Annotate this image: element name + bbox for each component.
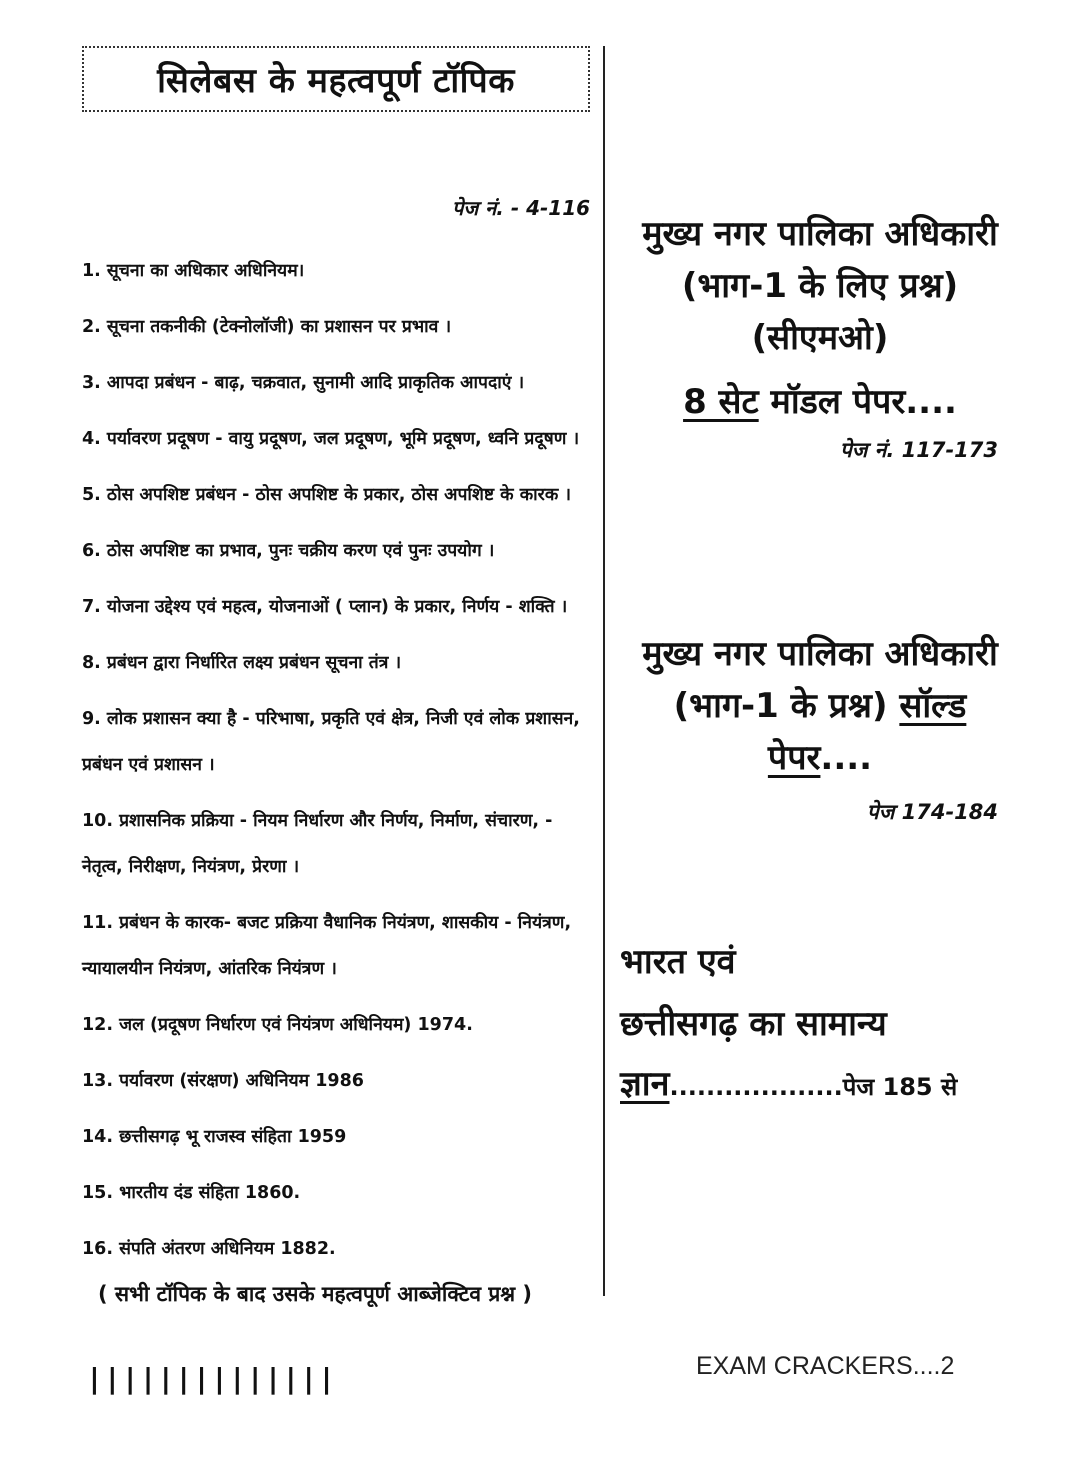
topic-item: 16. संपति अंतरण अधिनियम 1882. — [82, 1239, 336, 1259]
topic-item: 8. प्रबंधन द्वारा निर्धारित लक्ष्य प्रबंधन सूचना तंत्र । — [82, 653, 402, 673]
topic-item-continued: न्यायालयीन नियंत्रण, आंतरिक नियंत्रण । — [82, 959, 337, 979]
solved-paper-part: (भाग-1 के प्रश्न) — [673, 686, 900, 726]
model-paper-sets-count: 8 सेट — [683, 382, 759, 422]
general-knowledge-page-reference: ...................पेज 185 से — [669, 1073, 958, 1101]
model-paper-sets-label: मॉडल पेपर.... — [758, 382, 957, 422]
general-knowledge-line3 — [620, 1056, 1020, 1115]
general-knowledge-word: ज्ञान — [620, 1064, 670, 1104]
topic-item: 10. प्रशासनिक प्रक्रिया - नियम निर्धारण और निर्णय, निर्माण, संचारण, - — [82, 811, 553, 831]
general-knowledge-block — [620, 932, 1020, 1115]
topics-page-reference: पेज नं. - 4-116 — [452, 196, 591, 220]
topic-item: 7. योजना उद्देश्य एवं महत्व, योजनाओं ( प्लान) के प्रकार, निर्णय - शक्ति । — [82, 597, 568, 617]
footer-brand: EXAM CRACKERS....2 — [696, 1352, 955, 1380]
model-paper-sets — [620, 376, 1020, 428]
topic-item: 14. छत्तीसगढ़ भू राजस्व संहिता 1959 — [82, 1127, 347, 1147]
model-paper-abbreviation: (सीएमओ) — [751, 318, 889, 358]
solved-paper-heading: मुख्य नगर पालिका अधिकारी — [642, 634, 998, 674]
general-knowledge-line1: भारत एवं — [620, 942, 736, 982]
syllabus-title-box — [82, 46, 590, 112]
topic-item: 9. लोक प्रशासन क्या है - परिभाषा, प्रकृति एवं क्षेत्र, निजी एवं लोक प्रशासन, — [82, 709, 580, 729]
topic-item: 6. ठोस अपशिष्ट का प्रभाव, पुनः चक्रीय करण एवं पुनः उपयोग । — [82, 541, 495, 561]
topic-item: 11. प्रबंधन के कारक- बजट प्रक्रिया वैधानिक नियंत्रण, शासकीय - नियंत्रण, — [82, 913, 572, 933]
objective-questions-note: ( सभी टॉपिक के बाद उसके महत्वपूर्ण आब्जेक्टिव प्रश्न ) — [98, 1282, 533, 1306]
topic-item-continued: नेतृत्व, निरीक्षण, नियंत्रण, प्रेरणा । — [82, 857, 300, 877]
topic-item: 3. आपदा प्रबंधन - बाढ़, चक्रवात, सुनामी आदि प्राकृतिक आपदाएं । — [82, 373, 525, 393]
general-knowledge-line2: छत्तीसगढ़ का सामान्य — [620, 1004, 887, 1044]
model-paper-page-reference: पेज नं. 117-173 — [839, 438, 998, 462]
column-divider — [603, 46, 605, 1296]
topic-item: 15. भारतीय दंड संहिता 1860. — [82, 1183, 301, 1203]
solved-paper-subheading — [620, 680, 1020, 784]
topic-item: 5. ठोस अपशिष्ट प्रबंधन - ठोस अपशिष्ट के प्रकार, ठोस अपशिष्ट के कारक । — [82, 485, 572, 505]
solved-paper-page-reference: पेज 174-184 — [866, 800, 998, 824]
topic-item: 2. सूचना तकनीकी (टेक्नोलॉजी) का प्रशासन पर प्रभाव । — [82, 317, 452, 337]
topic-item: 1. सूचना का अधिकार अधिनियम। — [82, 261, 305, 281]
topic-item-continued: प्रबंधन एवं प्रशासन । — [82, 755, 215, 775]
topic-item: 4. पर्यावरण प्रदूषण - वायु प्रदूषण, जल प्रदूषण, भूमि प्रदूषण, ध्वनि प्रदूषण । — [82, 429, 580, 449]
solved-paper-ellipsis: .... — [820, 738, 873, 778]
topic-list — [82, 248, 598, 1272]
barcode-marks: |||||||||||||| — [86, 1362, 337, 1395]
syllabus-title: सिलेबस के महत्वपूर्ण टॉपिक — [157, 61, 515, 101]
model-paper-heading: मुख्य नगर पालिका अधिकारी — [642, 214, 998, 254]
model-paper-subheading: (भाग-1 के लिए प्रश्न) — [681, 266, 959, 306]
topic-item: 12. जल (प्रदूषण निर्धारण एवं नियंत्रण अधिनियम) 1974. — [82, 1015, 473, 1035]
model-paper-block — [620, 208, 1020, 464]
solved-paper-block — [620, 628, 1020, 826]
solved-paper-label: सॉल्ड पेपर — [767, 686, 967, 778]
topic-item: 13. पर्यावरण (संरक्षण) अधिनियम 1986 — [82, 1071, 364, 1091]
